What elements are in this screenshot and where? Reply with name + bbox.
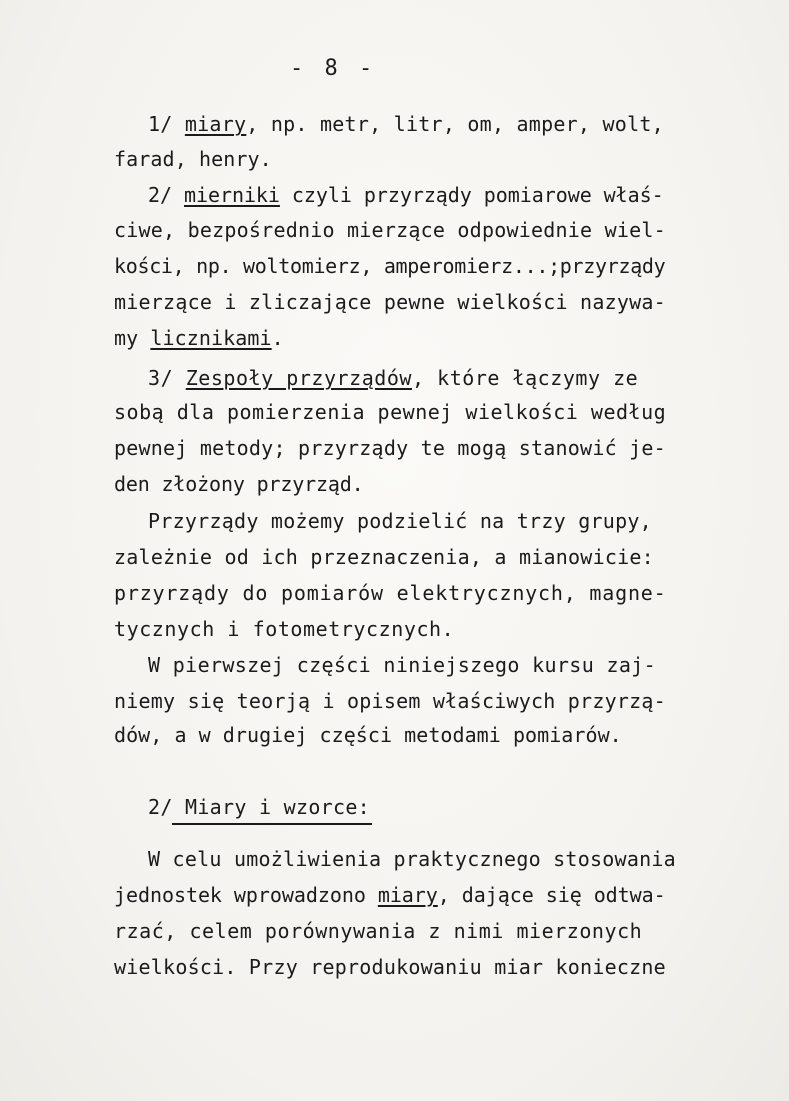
text-segment: 2/ <box>148 183 184 207</box>
text-line <box>114 919 642 943</box>
text-segment: my <box>114 326 151 350</box>
text-segment: W pierwszej części niniejszego kursu zaj- <box>148 653 657 677</box>
text-line <box>114 617 454 641</box>
underlined-term: miary <box>184 112 247 136</box>
text-line <box>148 847 676 871</box>
text-line <box>148 183 664 207</box>
underlined-term: mierniki <box>183 183 280 207</box>
text-line <box>148 366 638 390</box>
text-segment: przyrządy do pomiarów elektrycznych, magne- <box>114 581 667 605</box>
text-segment: farad, henry. <box>114 147 272 171</box>
text-line <box>114 545 654 569</box>
text-segment: rzać, celem porównywania z nimi mierzonych <box>114 919 643 943</box>
text-line <box>114 326 284 350</box>
section-heading <box>148 795 370 819</box>
text-line <box>114 436 666 460</box>
text-segment: 3/ <box>148 366 186 390</box>
text-line <box>114 218 666 242</box>
text-segment: niemy się teorją i opisem właściwych przyrzą- <box>114 689 666 713</box>
text-line <box>114 955 666 979</box>
text-segment: jednostek wprowadzono <box>114 883 378 907</box>
text-line <box>114 147 272 171</box>
underlined-term: licznikami <box>150 326 272 350</box>
text-segment: , dające się odtwa- <box>437 883 666 907</box>
text-line <box>114 581 667 605</box>
text-segment: , które łączymy ze <box>411 366 639 390</box>
text-segment: 1/ <box>148 112 185 136</box>
text-segment: pewnej metody; przyrządy te mogą stanowić je- <box>114 436 666 460</box>
heading-underline <box>172 823 372 825</box>
text-segment: den złożony przyrząd. <box>114 472 364 496</box>
underlined-term: Zespoły przyrządów <box>185 366 412 390</box>
text-line <box>114 254 665 278</box>
text-line <box>114 472 364 496</box>
text-line <box>114 723 622 747</box>
text-segment: W celu umożliwienia praktycznego stosowania <box>148 847 676 871</box>
text-segment: . <box>271 326 284 350</box>
text-line <box>148 653 656 677</box>
text-segment: wielkości. Przy reprodukowaniu miar konieczne <box>114 955 666 979</box>
text-segment: czyli przyrządy pomiarowe właś- <box>279 183 664 207</box>
text-segment: zależnie od ich przeznaczenia, a mianowicie: <box>114 545 654 569</box>
text-line <box>148 509 652 533</box>
page-number: - 8 - <box>290 56 377 81</box>
text-line <box>114 400 666 424</box>
text-segment: ciwe, bezpośrednio mierzące odpowiednie wiel- <box>114 218 666 242</box>
text-segment: tycznych i fotometrycznych. <box>114 617 455 641</box>
text-segment: dów, a w drugiej części metodami pomiarów. <box>114 723 622 747</box>
text-segment: 2/ Miary i wzorce: <box>148 795 370 819</box>
text-segment: , np. metr, litr, om, amper, wolt, <box>246 112 664 136</box>
text-line <box>114 290 666 314</box>
text-segment: mierzące i zliczające pewne wielkości nazywa- <box>114 290 666 314</box>
text-segment: sobą dla pomierzenia pewnej wielkości według <box>114 400 667 424</box>
text-segment: Przyrządy możemy podzielić na trzy grupy, <box>148 509 652 533</box>
text-line <box>114 689 666 713</box>
text-segment: kości, np. woltomierz, amperomierz...;przyrządy <box>114 254 666 278</box>
underlined-term: miary <box>377 883 438 907</box>
text-line <box>148 112 664 136</box>
text-line <box>114 883 666 907</box>
